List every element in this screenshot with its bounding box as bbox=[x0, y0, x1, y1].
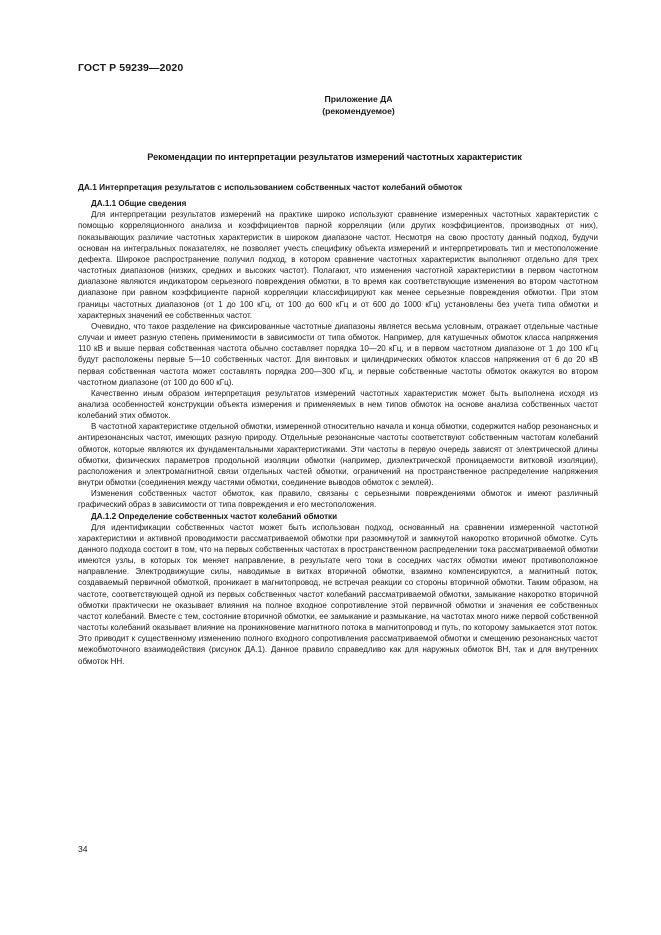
paragraph: Для идентификации собственных частот может быть использован подход, основанный на сравнении измеренной частотной характеристики и активной проводимости рассматриваемой обмотки при разомкнутой и замкнутой накоротко вторичной обмотке. Суть данного подхода состоит в том, что на первых собственных частотах в пространственном распределении тока рассматриваемой обмотки имеются узлы, в которых ток меняет направление, в результате чего токи в соседних частях обмотки имеют противоположное направление. Электродвижущие силы, наводимые в витках вторичной обмотки, взаимно компенсируются, а магнитный поток, создаваемый первичной обмоткой, проникает в магнитопровод, не встречая реакции со стороны вторичной обмотки. Таким образом, на частоте, соответствующей одной из первых собственных частот колебаний рассматриваемой обмотки, замыкание накоротко вторичной обмотки практически не оказывает влияния на полное входное сопротивление этой первичной обмотки и значения ее собственных частот колебаний. Вместе с тем, состояние вторичной обмотки, ее замыкание и размыкание, на частотах много ниже первой собственной частоты колебаний оказывает влияние на проникновение магнитного потока в магнитопровод и путь, по которому замыкается этот поток. Это приводит к существенному изменению полного входного сопротивления рассматриваемой обмотки и смещению резонансных частот межобмоточного взаимодействия (рисунок ДА.1). Данное правило справедливо как для наружных обмоток ВН, так и для внутренних обмоток НН. bbox=[78, 522, 598, 666]
appendix-status: (рекомендуемое) bbox=[322, 106, 395, 116]
standard-code: ГОСТ Р 59239—2020 bbox=[78, 62, 184, 74]
subsection-heading-da11: ДА.1.1 Общие сведения bbox=[91, 199, 187, 209]
page-title: Рекомендации по интерпретации результатов измерений частотных характеристик bbox=[147, 152, 522, 162]
paragraph: Изменения собственных частот обмоток, как правило, связаны с серьезными повреждениями обмоток и имеют различный графический образ в зависимости от типа повреждения и его местоположения. bbox=[78, 489, 598, 510]
document-body bbox=[78, 182, 598, 667]
paragraph: В частотной характеристике отдельной обмотки, измеренной относительно начала и конца обмотки, содержится набор резонансных и антирезонансных частот, имеющих разную природу. Отдельные резонансные частоты соответствуют собственным частотам колебаний обмоток, которые являются их фундаментальными характеристиками. Эти частоты в первую очередь зависят от электрической длины обмотки, физических параметров продольной изоляции обмотки (например, диэлектрической проницаемости витковой изоляции), расположения и электромагнитной связи отдельных частей обмотки, ограничений на пространственное распределение напряжения внутри обмотки (соединения между частями обмотки, соединение выводов обмоток с землей). bbox=[78, 422, 598, 488]
paragraph: Для интерпретации результатов измерений на практике широко используют сравнение измеренных частотных характеристик с помощью корреляционного анализа и коэффициентов парной корреляции (или других коэффициентов, производных от них), показывающих различие частотных характеристик в широком диапазоне частот. Несмотря на свою простоту данный подход, будучи основан на интегральных показателях, не позволяет учесть специфику объекта измерений и интерпретировать тип и местоположение дефекта. Широкое распространение получил подход, в котором сравнение частотных характеристик выполняют отдельно для трех частотных диапазонов (низких, средних и высоких частот). Полагают, что изменения частотной характеристики в первом частотном диапазоне являются индикатором серьезного повреждения обмотки, в то время как соответствующие изменения во втором частотном диапазоне при равном коэффициенте парной корреляции классифицируют как менее серьезные повреждения обмотки. При этом границы частотных диапазонов (от 1 до 100 кГц, от 100 до 600 кГц и от 600 до 1000 кГц) установлены без учета типа обмотки и характерных значений ее собственных частот. bbox=[78, 210, 598, 320]
appendix-heading bbox=[0, 93, 661, 117]
appendix-title: Приложение ДА bbox=[324, 94, 393, 104]
page-number: 34 bbox=[78, 844, 88, 854]
paragraph: Очевидно, что такое разделение на фиксированные частотные диапазоны является весьма условным, отражает отдельные частные случаи и имеет разную степень применимости в зависимости от типа обмоток. Например, для катушечных обмоток класса напряжения 110 кВ и выше первая собственная частота обычно составляет порядка 10—20 кГц, и в первом частотном диапазоне от 1 до 100 кГц будут расположены первые 5—10 собственных частот. Для винтовых и цилиндрических обмоток классов напряжения от 6 до 20 кВ первая собственная частота может составлять порядка 200—300 кГц, и первые собственные частоты обмоток окажутся во втором частотном диапазоне (от 100 до 600 кГц). bbox=[78, 321, 598, 387]
subsection-heading-da12: ДА.1.2 Определение собственных частот колебаний обмотки bbox=[91, 511, 338, 521]
section-heading-da1: ДА.1 Интерпретация результатов с использованием собственных частот колебаний обмоток bbox=[78, 182, 463, 192]
paragraph: Качественно иным образом интерпретация результатов измерений частотных характеристик может быть выполнена исходя из анализа особенностей конструкции объекта измерения и применяемых в нем типов обмоток на основе анализа собственных частот колебаний этих обмоток. bbox=[78, 388, 598, 421]
